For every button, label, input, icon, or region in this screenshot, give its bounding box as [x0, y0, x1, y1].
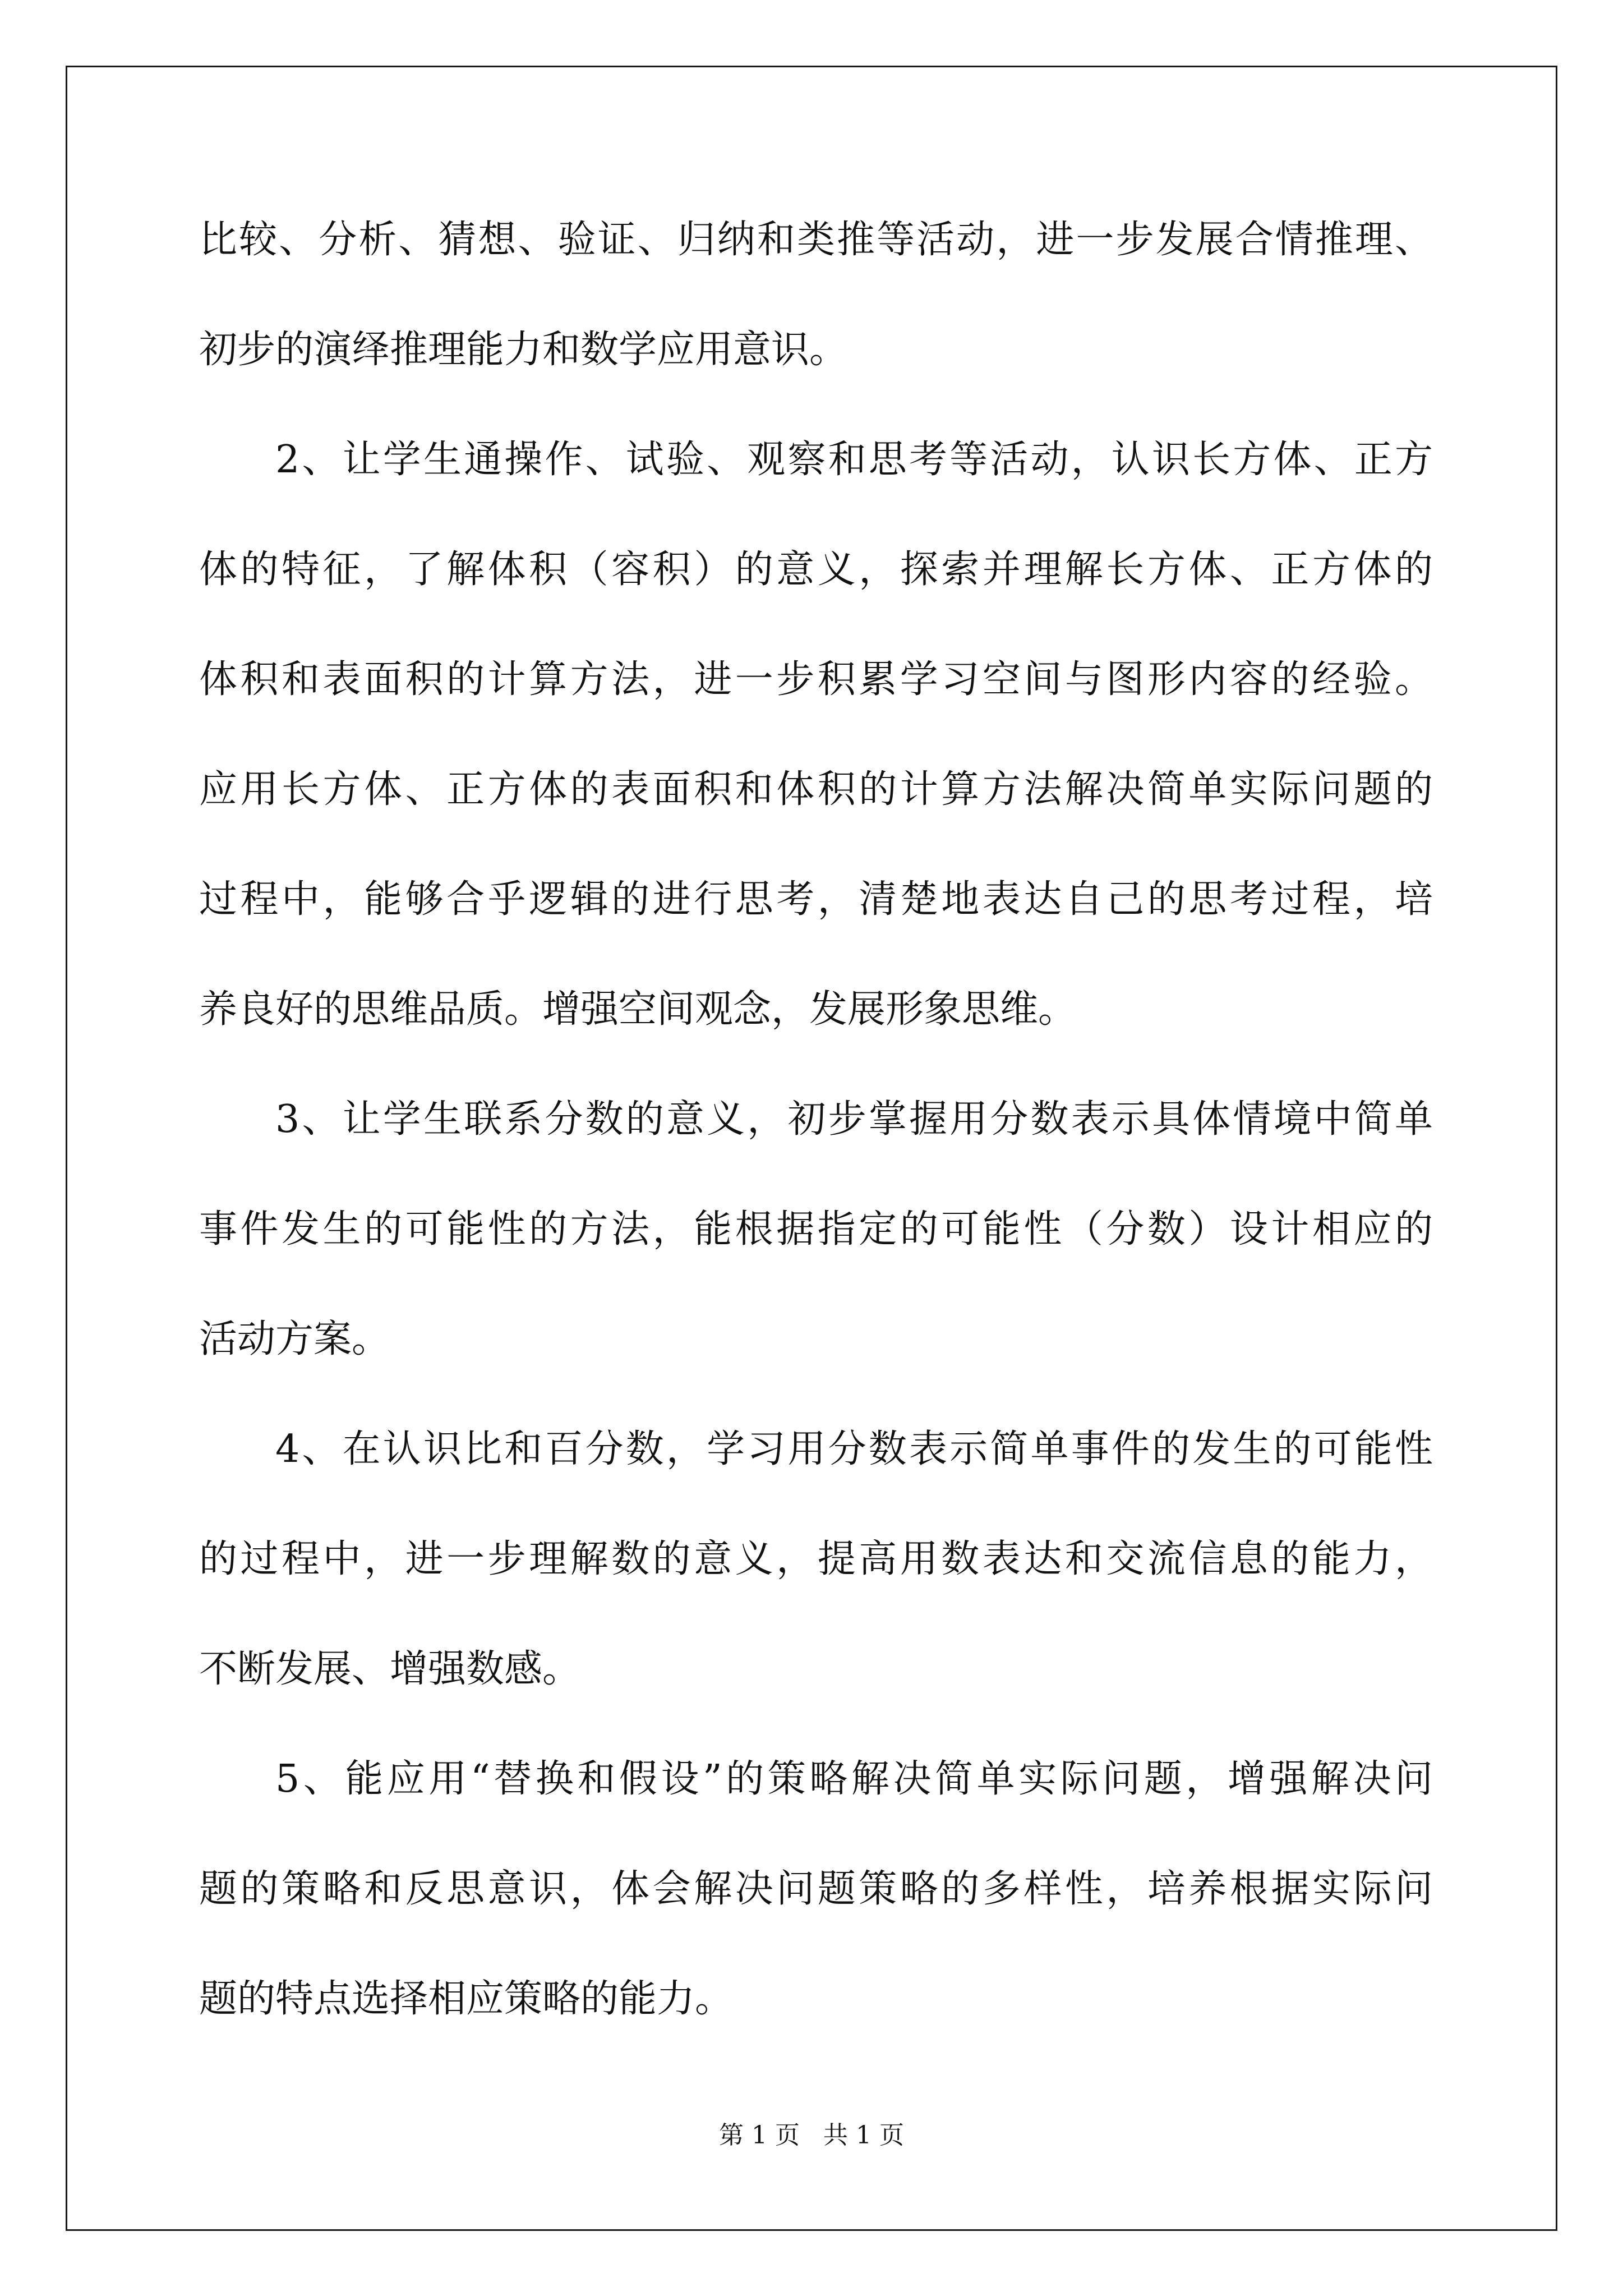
text-line: 体的特征，了解体积（容积）的意义，探索并理解长方体、正方体的: [199, 547, 1433, 592]
text-line: 题的特点选择相应策略的能力。: [199, 1977, 734, 2021]
text-line: 事件发生的可能性的方法，能根据指定的可能性（分数）设计相应的: [199, 1207, 1433, 1251]
text-line: 应用长方体、正方体的表面积和体积的计算方法解决简单实际问题的: [199, 767, 1433, 812]
text-line: 3、让学生联系分数的意义，初步掌握用分数表示具体情境中简单: [275, 1097, 1433, 1142]
text-line: 4、在认识比和百分数，学习用分数表示简单事件的发生的可能性: [275, 1427, 1433, 1471]
text-line: 比较、分析、猜想、验证、归纳和类推等活动，进一步发展合情推理、: [199, 218, 1433, 262]
text-line: 的过程中，进一步理解数的意义，提高用数表达和交流信息的能力，: [199, 1537, 1433, 1581]
text-line: 5、能应用“替换和假设”的策略解决简单实际问题，增强解决问: [275, 1757, 1433, 1801]
text-line: 养良好的思维品质。增强空间观念，发展形象思维。: [199, 987, 1077, 1032]
text-line: 活动方案。: [199, 1317, 390, 1361]
text-line: 过程中，能够合乎逻辑的进行思考，清楚地表达自己的思考过程，培: [199, 877, 1433, 922]
text-line: 题的策略和反思意识，体会解决问题策略的多样性，培养根据实际问: [199, 1867, 1433, 1911]
text-line: 2、让学生通操作、试验、观察和思考等活动，认识长方体、正方: [275, 438, 1433, 482]
text-line: 体积和表面积的计算方法，进一步积累学习空间与图形内容的经验。: [199, 657, 1433, 702]
text-line: 不断发展、增强数感。: [199, 1647, 581, 1691]
page-number-footer: 第 1 页 共 1 页: [719, 2121, 904, 2150]
text-line: 初步的演绎推理能力和数学应用意识。: [199, 328, 848, 372]
document-body: [199, 185, 1433, 2054]
